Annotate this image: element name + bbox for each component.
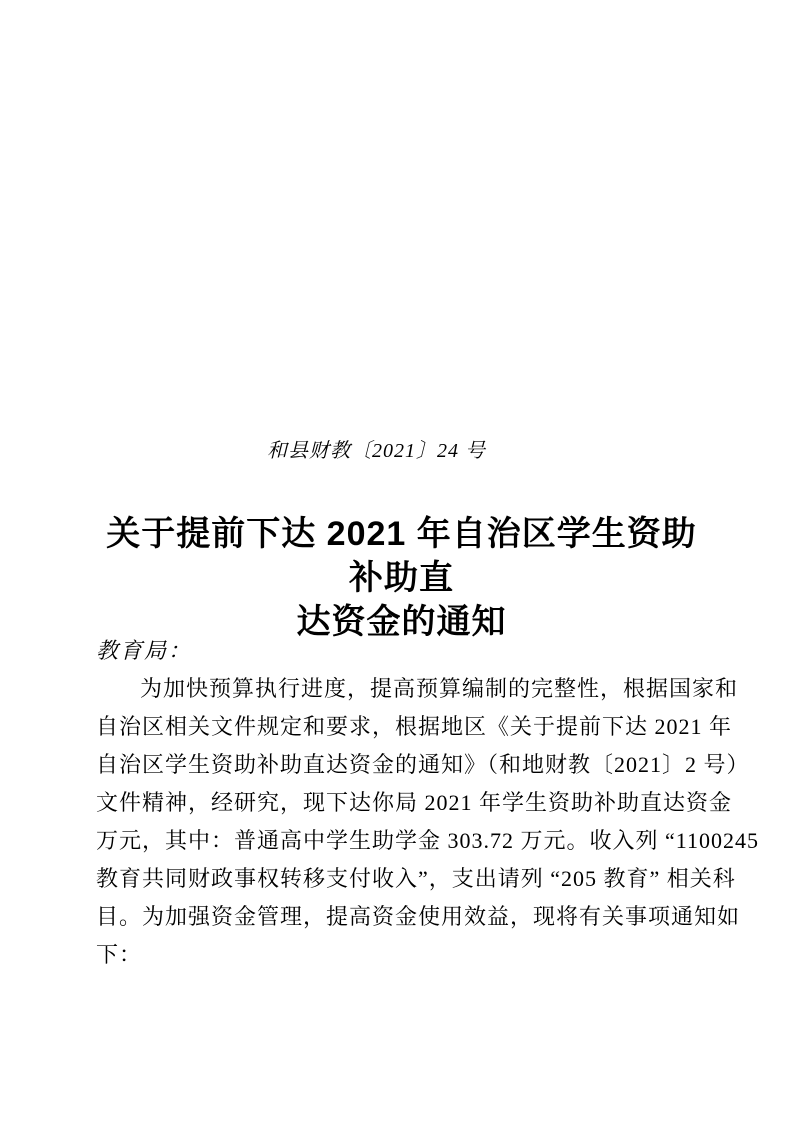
body-line: 自治区相关文件规定和要求，根据地区《关于提前下达 2021 年 <box>96 714 733 739</box>
document-reference-number: 和县财教〔2021〕24 号 <box>267 440 486 462</box>
body-line: 万元，其中：普通高中学生助学金 303.72 万元。收入列 “1100245 <box>96 828 759 853</box>
body-line: 文件精神，经研究，现下达你局 2021 年学生资助补助直达资金 <box>96 790 733 815</box>
body-paragraph <box>96 670 759 974</box>
document-title-line-2: 达资金的通知 <box>296 603 507 641</box>
document-title <box>96 512 707 644</box>
document-title-line-1: 关于提前下达 2021 年自治区学生资助补助直 <box>106 515 697 597</box>
body-line: 自治区学生资助补助直达资金的通知》（和地财教〔2021〕2 号） <box>96 752 750 777</box>
salutation: 教育局： <box>96 638 193 663</box>
body-line: 为加快预算执行进度，提高预算编制的完整性，根据国家和 <box>140 676 739 701</box>
body-line: 目。为加强资金管理，提高资金使用效益，现将有关事项通知如 <box>96 904 741 929</box>
body-line: 下： <box>96 942 143 967</box>
body-line: 教育共同财政事权转移支付收入”，支出请列 “205 教育” 相关科 <box>96 866 736 891</box>
